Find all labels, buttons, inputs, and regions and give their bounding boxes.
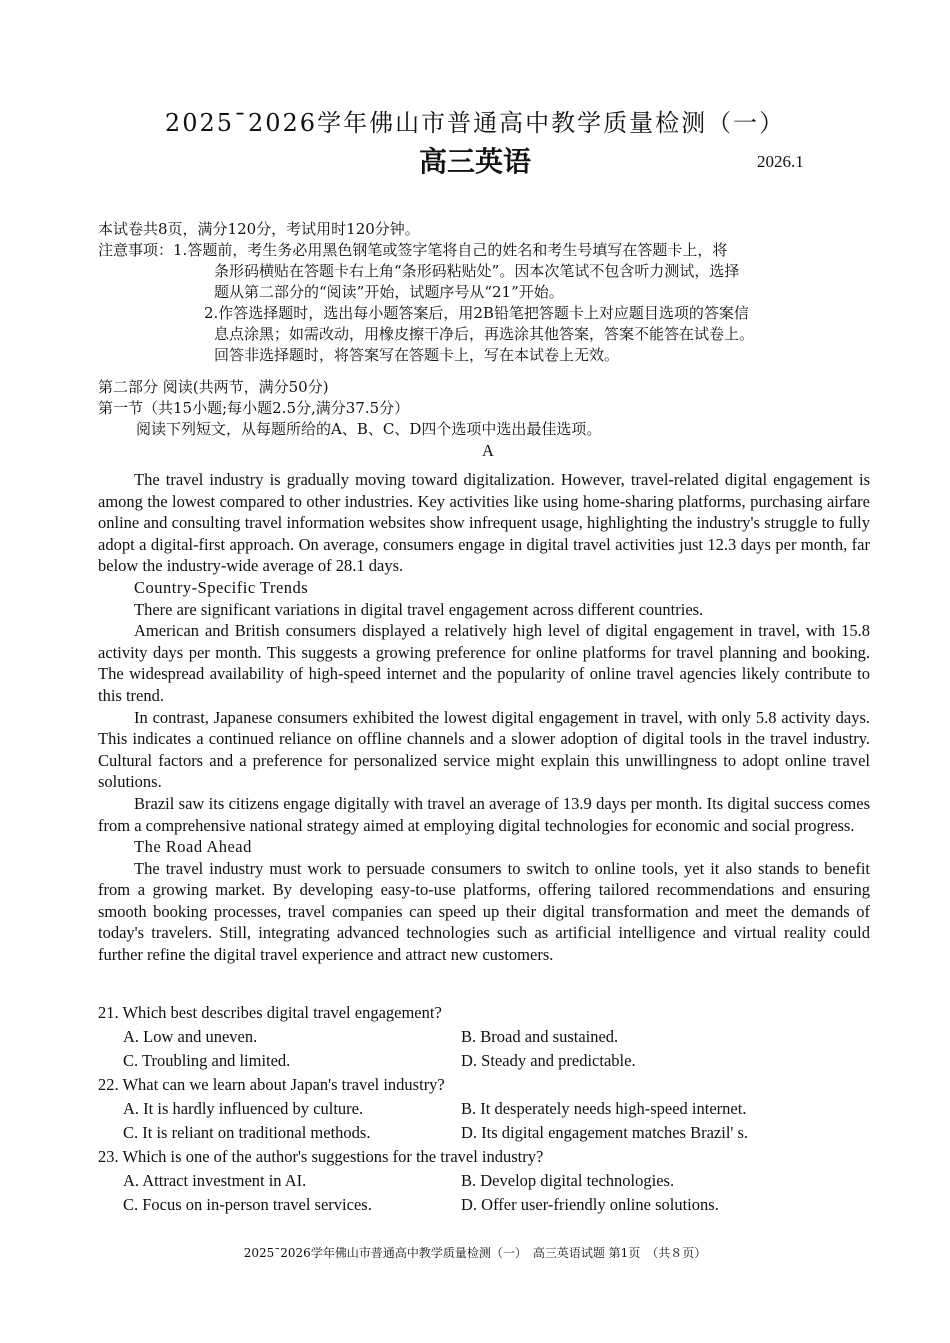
- page-footer: 2025¯2026学年佛山市普通高中教学质量检测（一） 高三英语试题 第1页 （共８页）: [243, 1246, 707, 1260]
- notes-label: 注意事项：: [98, 241, 174, 259]
- option: B. It desperately needs high-speed internet.: [461, 1099, 747, 1118]
- question-23: [98, 1145, 878, 1217]
- notes-line: 本试卷共8页，满分120分，考试用时120分钟。: [98, 220, 420, 238]
- note-text: 题从第二部分的“阅读”开始，试题序号从“21”开始。: [214, 283, 564, 301]
- note-text: 1.答题前，考生务必用黑色钢笔或签字笔将自己的姓名和考生号填写在答题卡上，将: [173, 241, 728, 259]
- subject-title: 高三英语: [418, 145, 531, 178]
- option: A. It is hardly influenced by culture.: [123, 1099, 364, 1118]
- note-text: 条形码横贴在答题卡右上角“条形码粘贴处”。因本次笔试不包含听力测试，选择: [214, 262, 740, 280]
- note-text: 回答非选择题时，将答案写在答题卡上，写在本试卷上无效。: [214, 346, 620, 364]
- note-1-first: [98, 240, 878, 261]
- note-text: 息点涂黑；如需改动，用橡皮擦干净后，再选涂其他答案，答案不能答在试卷上。: [214, 325, 755, 343]
- passage-label: A: [482, 441, 494, 460]
- option: C. It is reliant on traditional methods.: [123, 1123, 371, 1142]
- option: A. Attract investment in AI.: [123, 1171, 307, 1190]
- part-title: 第二部分 阅读(共两节，满分50分): [98, 378, 329, 396]
- option: C. Troubling and limited.: [123, 1051, 291, 1070]
- passage-text: [98, 469, 870, 966]
- paragraph: There are significant variations in digital travel engagement across different countries.: [134, 599, 704, 619]
- option: C. Focus on in-person travel services.: [123, 1195, 372, 1214]
- subsection-title: 第一节（共15小题;每小题2.5分,满分37.5分）: [98, 399, 410, 417]
- paragraph: The travel industry is gradually moving toward digitalization. However, travel-related digital engagement is among the lowest compared to other industries. Key activities like using home-sharing platforms, purchasing airfare online and consulting travel information websites show infrequent usage, highlighting the industry's struggle to fully adopt a digital-first approach. On average, consumers engage in digital travel activities just 12.3 days per month, far below the industry-wide average of 28.1 days.: [98, 470, 870, 576]
- option: A. Low and uneven.: [123, 1027, 258, 1046]
- paragraph: In contrast, Japanese consumers exhibited the lowest digital engagement in travel, with only 5.8 activity days. This indicates a continued reliance on offline channels and a slower adoption of digital tools in the travel industry. Cultural factors and a preference for personalized service might explain this unwillingness to adopt online travel solutions.: [98, 707, 870, 792]
- option: D. Its digital engagement matches Brazil' s.: [461, 1123, 749, 1142]
- exam-date: 2026.1: [757, 152, 804, 171]
- paragraph: American and British consumers displayed a relatively high level of digital engagement in travel, with 15.8 activity days per month. This suggests a growing preference for online platforms for travel planning and booking. The widespread availability of high-speed internet and the popularity of online travel agencies likely contribute to this trend.: [98, 621, 870, 705]
- question-stem: 21. Which best describes digital travel engagement?: [98, 1003, 442, 1022]
- exam-notes: [98, 219, 878, 366]
- subheading: Country-Specific Trends: [134, 577, 309, 597]
- question-22: [98, 1073, 878, 1145]
- exam-title: 2025¯2026学年佛山市普通高中教学质量检测（一）: [164, 109, 786, 137]
- questions: [98, 1001, 878, 1217]
- subheading: The Road Ahead: [134, 837, 252, 857]
- paragraph: The travel industry must work to persuade consumers to switch to online tools, yet it also stands to benefit from a growing market. By developing easy-to-use platforms, offering tailored recommendations and ensuring smooth booking processes, travel companies can speed up their digital transformation and meet the demands of today's travelers. Still, integrating advanced technologies such as artificial intelligence and virtual reality could further refine the digital travel experience and attract new customers.: [98, 858, 870, 965]
- option: D. Steady and predictable.: [461, 1051, 636, 1070]
- option: B. Develop digital technologies.: [461, 1171, 675, 1190]
- question-21: [98, 1001, 878, 1073]
- option: B. Broad and sustained.: [461, 1027, 619, 1046]
- instructions: 阅读下列短文，从每题所给的A、B、C、D四个选项中选出最佳选项。: [136, 420, 602, 438]
- question-stem: 22. What can we learn about Japan's travel industry?: [98, 1075, 445, 1094]
- option: D. Offer user-friendly online solutions.: [461, 1195, 719, 1214]
- note-text: 2.作答选择题时，选出每小题答案后，用2B铅笔把答题卡上对应题目选项的答案信: [204, 304, 749, 322]
- paragraph: Brazil saw its citizens engage digitally with travel an average of 13.9 days per month. Its digital success comes from a comprehensive national strategy aimed at employing digital technologies for economic and social progress.: [98, 793, 870, 835]
- section-header: [98, 377, 878, 461]
- question-stem: 23. Which is one of the author's suggestions for the travel industry?: [98, 1147, 544, 1166]
